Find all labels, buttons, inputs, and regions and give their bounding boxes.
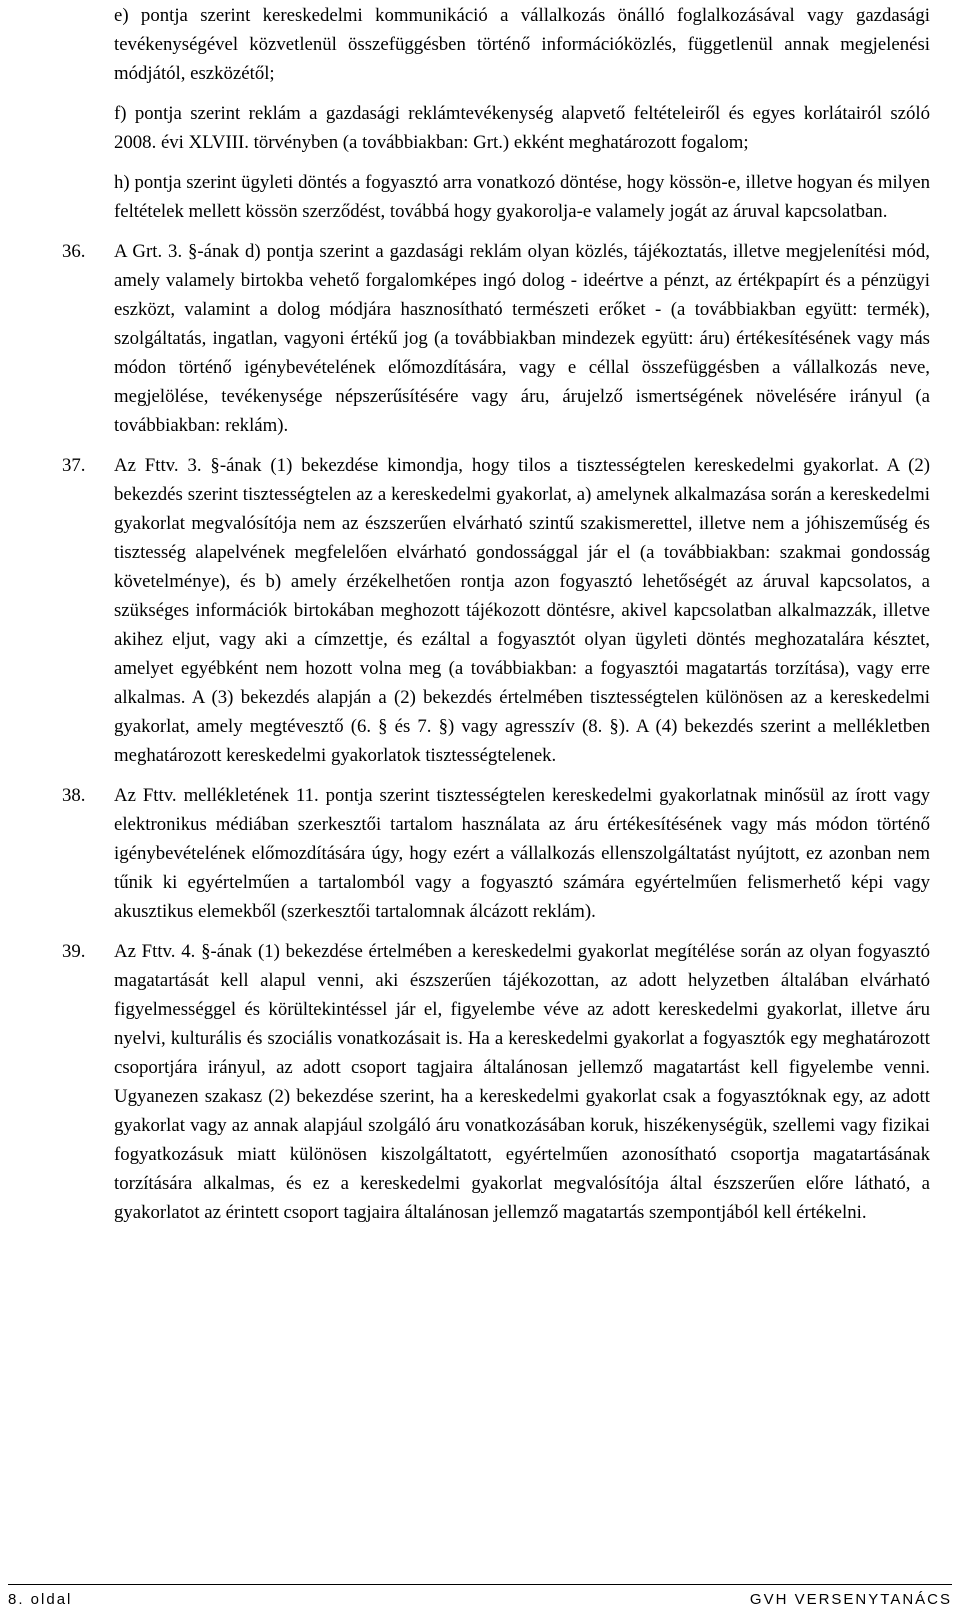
paragraph-text: Az Fttv. 4. §-ának (1) bekezdése értelmében a kereskedelmi gyakorlat megítélése során az olyan fogyasztó magatartását kell alapul venni, aki észszerűen tájékozottan, az adott helyzetben általában elvárható figyelmességgel és körültekintéssel jár el, figyelembe véve az adott kereskedelmi gyakorlat, illetve áru nyelvi, kulturális és szociális vonatkozásait is. Ha a kereskedelmi gyakorlat a fogyasztók egy meghatározott csoportjára irányul, az adott csoport tagjaira általánosan jellemző magatartást kell figyelembe venni. Ugyanezen szakasz (2) bekezdése szerint, ha a kereskedelmi gyakorlat csak a fogyasztóknak egy, az adott gyakorlat vagy az annak alapjául szolgáló áru vonatkozásában koruk, hiszékenységük, szellemi vagy fizikai fogyatkozásuk miatt különösen kiszolgáltatott, egyértelműen azonosítható csoportja magatartásának torzítására alkalmas, és ez a kereskedelmi gyakorlat megvalósítója által észszerűen előre látható, a gyakorlatot az érintett csoport tagjaira általánosan jellemző magatartás szempontjából kell értékelni.: [114, 941, 930, 1223]
subitem-e: e) pontja szerint kereskedelmi kommunikáció a vállalkozás önálló foglalkozásával vagy gazdasági tevékenységével közvetlenül összefüggésben történő információközlés, függetlenül annak megjelenési módjától, eszközétől;: [114, 5, 930, 84]
subitem-h: h) pontja szerint ügyleti döntés a fogyasztó arra vonatkozó döntése, hogy kössön-e, illetve hogyan és milyen feltételek mellett kössön szerződést, továbbá hogy gyakorolja-e valamely jogát az áruval kapcsolatban.: [114, 172, 930, 222]
numbered-paragraph-39: [62, 937, 930, 1227]
paragraph-text: Az Fttv. 3. §-ának (1) bekezdése kimondja, hogy tilos a tisztességtelen kereskedelmi gyakorlat. A (2) bekezdés szerint tisztességtelen az a kereskedelmi gyakorlat, a) amelynek alkalmazása során a kereskedelmi gyakorlat megvalósítója nem az észszerűen elvárható szintű szakismerettel, illetve nem a jóhiszeműség és tisztesség alapelvének megfelelően elvárható gondossággal jár el (a továbbiakban: szakmai gondosság követelménye), és b) amely érzékelhetően rontja azon fogyasztó lehetőségét az áruval kapcsolatos, a szükséges információk birtokában meghozott tájékozott döntésre, akivel kapcsolatban alkalmazzák, illetve akihez eljut, vagy aki a címzettje, és ezáltal a fogyasztót olyan ügyleti döntés meghozatalára késztet, amelyet egyébként nem hozott volna meg (a továbbiakban: a fogyasztói magatartás torzítása), vagy erre alkalmas. A (3) bekezdés alapján a (2) bekezdés értelmében tisztességtelen különösen az a kereskedelmi gyakorlat, amely megtévesztő (6. § és 7. §) vagy agresszív (8. §). A (4) bekezdés szerint a mellékletben meghatározott kereskedelmi gyakorlatok tisztességtelenek.: [114, 455, 930, 766]
paragraph-text: Az Fttv. mellékletének 11. pontja szerint tisztességtelen kereskedelmi gyakorlatnak minősül az írott vagy elektronikus médiában szerkesztői tartalom használata az áru értékesítésének vagy más módon történő igénybevételének előmozdítására úgy, hogy ezért a vállalkozás ellenszolgáltatást nyújtott, ez azonban nem tűnik ki egyértelműen a tartalomból vagy a fogyasztó számára egyértelműen felismerhető képi vagy akusztikus elemekből (szerkesztői tartalomnak álcázott reklám).: [114, 785, 930, 922]
page-number: 8. oldal: [8, 1591, 73, 1608]
paragraph-number: 39.: [62, 941, 86, 962]
document-body: [62, 1, 930, 1238]
paragraph-text: A Grt. 3. §-ának d) pontja szerint a gazdasági reklám olyan közlés, tájékoztatás, illetve megjelenítési mód, amely valamely birtokba vehető forgalomképes ingó dolog - ideértve a pénzt, az értékpapírt és a pénzügyi eszközt, valamint a dolog módjára hasznosítható természeti erőket - (a továbbiakban együtt: termék), szolgáltatás, ingatlan, vagyoni értékű jog (a továbbiakban mindezek együtt: áru) értékesítésének vagy más módon történő igénybevételének előmozdítására, vagy e céllal összefüggésben a vállalkozás neve, megjelölése, tevékenysége népszerűsítésére vagy áru, árujelző ismertségének növelésére irányul (a továbbiakban: reklám).: [114, 241, 930, 436]
paragraph-number: 38.: [62, 785, 86, 806]
page-footer: [8, 1584, 952, 1613]
numbered-paragraph-37: [62, 451, 930, 770]
subitem-f: f) pontja szerint reklám a gazdasági reklámtevékenység alapvető feltételeiről és egyes korlátairól szóló 2008. évi XLVIII. törvényben (a továbbiakban: Grt.) ekként meghatározott fogalom;: [114, 103, 930, 153]
numbered-paragraph-38: [62, 781, 930, 926]
organization-name: GVH VERSENYTANÁCS: [749, 1591, 952, 1608]
paragraph-number: 37.: [62, 455, 86, 476]
numbered-paragraph-36: [62, 237, 930, 440]
paragraph-number: 36.: [62, 241, 86, 262]
